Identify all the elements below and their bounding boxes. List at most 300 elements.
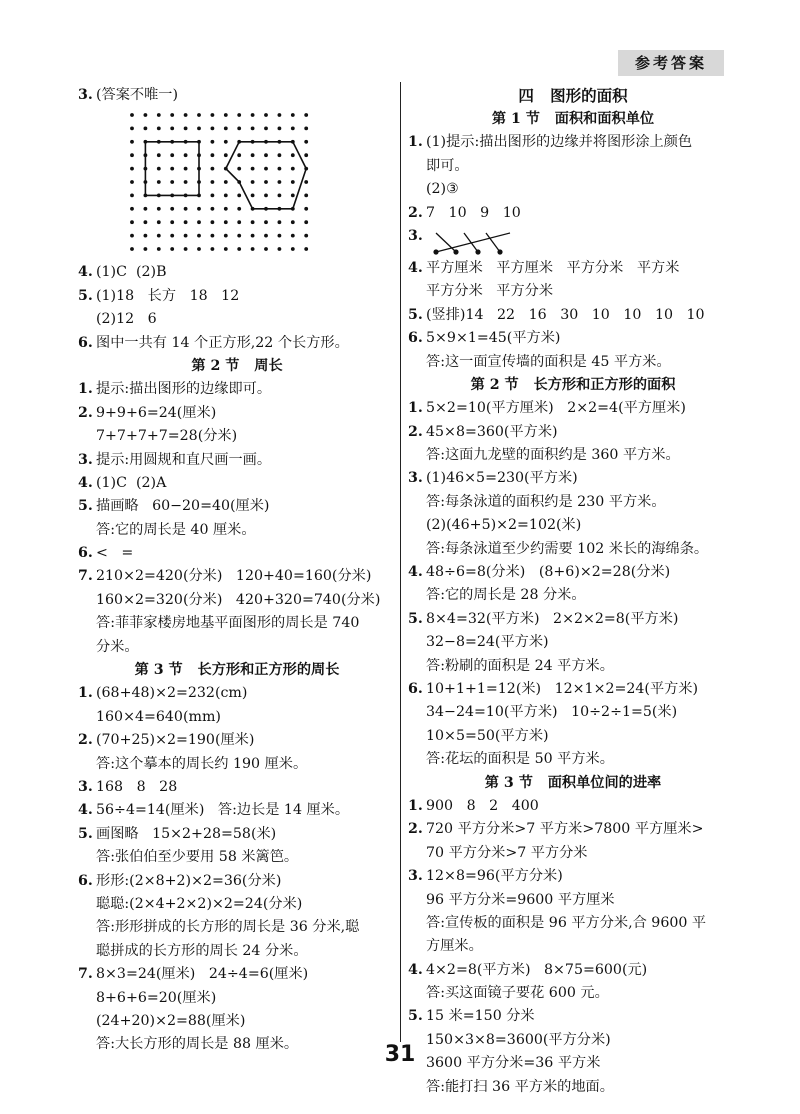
grid-dot: [144, 221, 148, 225]
answer-line: [78, 846, 396, 869]
answer-text: 8×4=32(平方米) 2×2×2=8(平方米): [426, 610, 679, 627]
answer-line: [78, 940, 396, 963]
grid-dot: [211, 221, 215, 225]
answer-text: 15 米=150 分米: [426, 1008, 535, 1025]
chapter-title: 四 图形的面积: [518, 86, 628, 105]
answer-line: [408, 912, 738, 935]
answer-line: [78, 332, 396, 355]
grid-dot: [304, 140, 308, 144]
answer-line: [78, 285, 396, 308]
answer-text: 900 8 2 400: [426, 797, 539, 814]
grid-dot: [304, 127, 308, 131]
answer-line: [408, 131, 738, 154]
answer-line: [408, 257, 738, 280]
grid-dot: [144, 127, 148, 131]
answer-line: [78, 495, 396, 518]
grid-dot: [170, 234, 174, 238]
answer-list: [408, 131, 738, 225]
answer-text: (1)18 长方 18 12: [96, 287, 240, 304]
grid-dot: [157, 247, 161, 251]
answer-line: [408, 701, 738, 724]
answer-list: [78, 261, 396, 355]
grid-dot: [224, 207, 228, 211]
grid-dot: [237, 127, 241, 131]
grid-dot: [211, 247, 215, 251]
grid-dot: [264, 180, 268, 184]
grid-dot: [224, 140, 228, 144]
answer-text: 210×2=420(分米) 120+40=160(分米): [96, 568, 372, 585]
question-number: 5.: [408, 610, 423, 627]
answer-line: [408, 538, 738, 561]
grid-dot: [224, 127, 228, 131]
answer-text: (1)C (2)B: [96, 264, 167, 281]
grid-dot: [264, 194, 268, 198]
grid-dot: [184, 167, 188, 171]
grid-dot: [264, 167, 268, 171]
answer-line: [78, 589, 396, 612]
grid-dot: [278, 194, 282, 198]
answer-line: [78, 916, 396, 939]
left-column: [78, 84, 396, 1057]
answer-line: [408, 351, 738, 374]
question-number: 3.: [408, 868, 423, 885]
grid-dot: [184, 221, 188, 225]
answer-text: 画图略 15×2+28=58(米): [96, 825, 277, 842]
grid-dot: [304, 207, 308, 211]
answer-text: 聪拼成的长方形的周长 24 分米。: [96, 942, 308, 959]
question-number: 4.: [408, 259, 423, 276]
answer-text: (2)③: [426, 181, 459, 198]
question-number: 6.: [78, 545, 93, 562]
grid-dot: [251, 234, 255, 238]
grid-dot: [157, 154, 161, 158]
answer-line: [78, 729, 396, 752]
grid-dot: [157, 221, 161, 225]
answer-text: 45×8=360(平方米): [426, 423, 558, 440]
answer-line: [408, 631, 738, 654]
answer-text: 5×2=10(平方厘米) 2×2=4(平方厘米): [426, 400, 686, 417]
grid-dot: [197, 207, 201, 211]
answer-list: [78, 378, 396, 659]
question-number: 2.: [78, 404, 93, 421]
answer-text: 答:宣传板的面积是 96 平方分米,合 9600 平: [426, 914, 707, 931]
question-number: 6.: [78, 872, 93, 889]
answer-list: [408, 397, 738, 771]
question-number: 1.: [78, 685, 93, 702]
question-number: 6.: [78, 334, 93, 351]
answer-text: 答:形形拼成的长方形的周长是 36 分米,聪: [96, 919, 360, 936]
grid-dot: [237, 194, 241, 198]
question-number: 1.: [408, 134, 423, 151]
answer-line: [78, 893, 396, 916]
dot-grid-figure: [78, 107, 396, 261]
answer-line: [408, 842, 738, 865]
grid-dot: [211, 207, 215, 211]
grid-dot: [237, 234, 241, 238]
answer-text: 平方分米 平方分米: [426, 283, 554, 300]
grid-dot: [157, 207, 161, 211]
question-number: 6.: [408, 330, 423, 347]
answer-text: 56÷4=14(厘米) 答:边长是 14 厘米。: [96, 802, 350, 819]
grid-dot: [184, 154, 188, 158]
grid-dot: [278, 247, 282, 251]
question-number: 1.: [78, 381, 93, 398]
match-dot: [497, 249, 502, 254]
grid-dot: [291, 167, 295, 171]
grid-dot: [251, 113, 255, 117]
answer-text: 答:张伯伯至少要用 58 米篱笆。: [96, 849, 299, 866]
grid-dot: [184, 247, 188, 251]
answer-line: [78, 542, 396, 565]
answer-line: [78, 776, 396, 799]
grid-dot: [264, 127, 268, 131]
answer-text: (2)12 6: [96, 311, 157, 328]
answer-line: [408, 795, 738, 818]
answer-line: [408, 327, 738, 350]
grid-dot: [130, 180, 134, 184]
answer-line: [408, 818, 738, 841]
grid-dot: [157, 127, 161, 131]
answer-text: 聪聪:(2×4+2×2)×2=24(分米): [96, 895, 303, 912]
answer-text: 720 平方分米>7 平方米>7800 平方厘米>: [426, 821, 704, 838]
grid-dot: [157, 113, 161, 117]
answer-text: 10+1+1=12(米) 12×1×2=24(平方米): [426, 680, 699, 697]
section-title: 第 3 节 长方形和正方形的周长: [134, 662, 340, 679]
answer-text: (1)提示:描出图形的边缘并将图形涂上颜色: [426, 134, 693, 151]
answer-text: 8×3=24(厘米) 24÷4=6(厘米): [96, 966, 309, 983]
question-number: 4.: [78, 802, 93, 819]
grid-dot: [237, 113, 241, 117]
answer-text: 答:每条泳道的面积约是 230 平方米。: [426, 493, 666, 510]
question-number: 2.: [408, 821, 423, 838]
answer-line: [408, 889, 738, 912]
question-number: 1.: [408, 400, 423, 417]
answer-line: [78, 472, 396, 495]
grid-dot: [170, 127, 174, 131]
question-number: 7.: [78, 568, 93, 585]
grid-dot: [130, 154, 134, 158]
grid-dot: [304, 247, 308, 251]
grid-dot: [251, 167, 255, 171]
answer-line: [408, 748, 738, 771]
grid-dot: [197, 127, 201, 131]
question-number: 3.: [78, 87, 93, 103]
answer-line: [408, 304, 738, 327]
grid-dot: [304, 221, 308, 225]
answer-line: [408, 1005, 738, 1028]
question-number: 2.: [78, 732, 93, 749]
answer-text: 平方厘米 平方厘米 平方分米 平方米: [426, 259, 680, 276]
answer-line: [408, 1076, 738, 1099]
answer-text: 8+6+6=20(厘米): [96, 989, 217, 1006]
answer-line: [408, 655, 738, 678]
grid-dot: [144, 234, 148, 238]
answer-line: [78, 1033, 396, 1056]
answer-line: [408, 678, 738, 701]
answer-text: 提示:用圆规和直尺画一画。: [96, 451, 272, 468]
grid-dot: [130, 221, 134, 225]
answer-line: [78, 519, 396, 542]
question-number: 4.: [408, 564, 423, 581]
answer-line: [408, 397, 738, 420]
answer-text: (70+25)×2=190(厘米): [96, 732, 255, 749]
answer-text: (答案不唯一): [96, 87, 179, 103]
section-title: 第 3 节 面积单位间的进率: [484, 774, 662, 791]
answer-text: 答:这面九龙壁的面积约是 360 平方米。: [426, 447, 680, 464]
grid-dot: [304, 154, 308, 158]
answer-list: [408, 257, 738, 374]
answer-line: [408, 561, 738, 584]
answer-line: [78, 425, 396, 448]
question-number: 7.: [78, 966, 93, 983]
page-number: 31: [384, 1042, 416, 1067]
grid-dot: [130, 247, 134, 251]
answer-line: [78, 799, 396, 822]
answer-text: 答:大长方形的周长是 88 厘米。: [96, 1036, 299, 1053]
grid-dot: [144, 113, 148, 117]
answer-line: [78, 1010, 396, 1033]
answer-line: [78, 870, 396, 893]
question-number: 3.: [408, 470, 423, 487]
grid-dot: [184, 180, 188, 184]
answer-line: [408, 608, 738, 631]
grid-dot: [130, 167, 134, 171]
grid-dot: [278, 167, 282, 171]
grid-dot: [211, 140, 215, 144]
section-title: 第 2 节 长方形和正方形的面积: [470, 376, 676, 393]
grid-dot: [197, 113, 201, 117]
question-number: 5.: [78, 498, 93, 515]
answer-text: 答:菲菲家楼房地基平面图形的周长是 740: [96, 615, 360, 632]
grid-dot: [278, 127, 282, 131]
question-number: 1.: [408, 797, 423, 814]
grid-dot: [278, 221, 282, 225]
grid-dot: [170, 113, 174, 117]
grid-dot: [251, 194, 255, 198]
answer-text: 160×2=320(分米) 420+320=740(分米): [96, 591, 381, 608]
answer-text: 答:买这面镜子要花 600 元。: [426, 985, 609, 1002]
answer-line: [78, 612, 396, 635]
answer-text: 5×9×1=45(平方米): [426, 330, 561, 347]
grid-dot: [304, 194, 308, 198]
grid-dot: [197, 247, 201, 251]
grid-dot: [237, 207, 241, 211]
grid-dot: [224, 194, 228, 198]
grid-dot: [251, 180, 255, 184]
answer-line: [408, 935, 738, 958]
hexagon-shape: [226, 142, 306, 209]
grid-dot: [278, 234, 282, 238]
grid-dot: [251, 247, 255, 251]
answer-line: [408, 1052, 738, 1075]
answer-text: 9+9+6=24(厘米): [96, 404, 217, 421]
question-number: 2.: [408, 423, 423, 440]
grid-dot: [211, 180, 215, 184]
grid-dot: [251, 127, 255, 131]
answer-key-badge: 参考答案: [618, 50, 724, 76]
matching-lines-drawing: [428, 227, 538, 257]
grid-dot: [211, 127, 215, 131]
grid-dot: [211, 194, 215, 198]
grid-dot: [130, 194, 134, 198]
grid-dot: [197, 234, 201, 238]
grid-dot: [157, 234, 161, 238]
answer-line: [408, 725, 738, 748]
answer-line: [408, 202, 738, 225]
answer-text: 答:花坛的面积是 50 平方米。: [426, 751, 614, 768]
grid-dot: [278, 154, 282, 158]
grid-dot: [237, 221, 241, 225]
question-number: 5.: [78, 287, 93, 304]
question-number: 4.: [78, 264, 93, 281]
grid-dot: [278, 113, 282, 117]
grid-dot: [170, 221, 174, 225]
answer-text: 提示:描出图形的边缘即可。: [96, 381, 272, 398]
grid-dot: [291, 180, 295, 184]
answer-text: 方厘米。: [426, 938, 483, 955]
question-number: 2.: [408, 204, 423, 221]
match-line: [436, 233, 510, 252]
grid-dot: [170, 207, 174, 211]
answer-text: 描画略 60−20=40(厘米): [96, 498, 270, 515]
answer-text: 答:它的周长是 40 厘米。: [96, 521, 256, 538]
answer-text: 答:这一面宣传墙的面积是 45 平方米。: [426, 353, 671, 370]
grid-dot: [224, 154, 228, 158]
answer-line: [408, 280, 738, 303]
answer-line: [408, 421, 738, 444]
matching-lines-figure: [408, 225, 738, 257]
answer-text: (68+48)×2=232(cm): [96, 685, 248, 702]
answer-text: 图中一共有 14 个正方形,22 个长方形。: [96, 334, 349, 351]
answer-line: [408, 467, 738, 490]
answer-text: 10×5=50(平方米): [426, 727, 549, 744]
answer-line: [408, 155, 738, 178]
answer-line: [408, 1029, 738, 1052]
answer-text: 答:粉刷的面积是 24 平方米。: [426, 657, 614, 674]
grid-dot: [157, 180, 161, 184]
answer-text: 答:这个摹本的周长约 190 厘米。: [96, 755, 308, 772]
grid-dot: [224, 221, 228, 225]
grid-dot: [170, 167, 174, 171]
grid-dot: [144, 247, 148, 251]
grid-dot: [224, 180, 228, 184]
answer-line: [78, 565, 396, 588]
answer-text: (竖排)14 22 16 30 10 10 10 10: [426, 306, 705, 323]
grid-dot: [291, 127, 295, 131]
answer-text: 即可。: [426, 157, 469, 174]
match-dot: [475, 249, 480, 254]
column-divider: [400, 82, 401, 1042]
answer-text: (1)C (2)A: [96, 474, 167, 491]
answer-line: [78, 378, 396, 401]
grid-dot: [291, 247, 295, 251]
grid-dot: [304, 234, 308, 238]
answer-text: 96 平方分米=9600 平方厘米: [426, 891, 615, 908]
grid-dot: [264, 234, 268, 238]
grid-dot: [251, 221, 255, 225]
answer-line: [78, 402, 396, 425]
grid-dot: [184, 127, 188, 131]
grid-dot: [237, 247, 241, 251]
question-number: 3.: [78, 778, 93, 795]
answer-line: [408, 514, 738, 537]
grid-dot: [264, 247, 268, 251]
answer-text: 160×4=640(mm): [96, 708, 221, 725]
question-number: 5.: [408, 306, 423, 323]
grid-dot: [291, 194, 295, 198]
question-number: 4.: [408, 961, 423, 978]
answer-line: [78, 963, 396, 986]
answer-line: [408, 178, 738, 201]
grid-dot: [211, 167, 215, 171]
answer-line: [78, 987, 396, 1010]
answer-text: 答:能打扫 36 平方米的地面。: [426, 1078, 614, 1095]
grid-dot: [197, 221, 201, 225]
answer-text: 168 8 28: [96, 778, 178, 795]
grid-dot: [224, 113, 228, 117]
grid-dot: [184, 234, 188, 238]
grid-dot: [211, 234, 215, 238]
answer-line: [78, 308, 396, 331]
answer-line: [408, 982, 738, 1005]
grid-dot: [278, 180, 282, 184]
grid-dot: [211, 113, 215, 117]
answer-text: 答:它的周长是 28 分米。: [426, 587, 586, 604]
grid-dot: [157, 167, 161, 171]
answer-text: 70 平方分米>7 平方分米: [426, 844, 588, 861]
answer-line: [408, 959, 738, 982]
answer-text: 3600 平方分米=36 平方米: [426, 1055, 601, 1072]
grid-dot: [224, 234, 228, 238]
answer-line: [408, 444, 738, 467]
grid-dot: [144, 207, 148, 211]
answer-line: [78, 706, 396, 729]
grid-dot: [291, 113, 295, 117]
answer-text: (2)(46+5)×2=102(米): [426, 517, 582, 534]
grid-dot: [251, 154, 255, 158]
answer-text: 12×8=96(平方分米): [426, 868, 563, 885]
grid-dot: [130, 234, 134, 238]
answer-list: [408, 795, 738, 1099]
question-number: 5.: [78, 825, 93, 842]
answer-text: 分米。: [96, 638, 139, 655]
grid-dot: [130, 207, 134, 211]
answer-line: [408, 584, 738, 607]
answer-line: [78, 636, 396, 659]
answer-text: 答:每条泳道至少约需要 102 米长的海绵条。: [426, 540, 709, 557]
grid-dot: [264, 221, 268, 225]
answer-text: 32−8=24(平方米): [426, 634, 549, 651]
section-title: 第 1 节 面积和面积单位: [491, 111, 655, 127]
grid-dot: [184, 113, 188, 117]
grid-dot: [130, 140, 134, 144]
answer-text: (24+20)×2=88(厘米): [96, 1012, 246, 1029]
answer-text: 34−24=10(平方米) 10÷2÷1=5(米): [426, 704, 678, 721]
grid-dot: [237, 154, 241, 158]
answer-line: [78, 753, 396, 776]
grid-dot: [130, 127, 134, 131]
grid-dot: [264, 113, 268, 117]
grid-dot: [130, 113, 134, 117]
grid-dot: [304, 113, 308, 117]
question-number: 4.: [78, 474, 93, 491]
answer-list: [78, 682, 396, 1056]
answer-text: (1)46×5=230(平方米): [426, 470, 578, 487]
question-number: 6.: [408, 680, 423, 697]
match-dot: [453, 249, 458, 254]
question-number: 3.: [78, 451, 93, 468]
answer-text: 7 10 9 10: [426, 204, 521, 221]
